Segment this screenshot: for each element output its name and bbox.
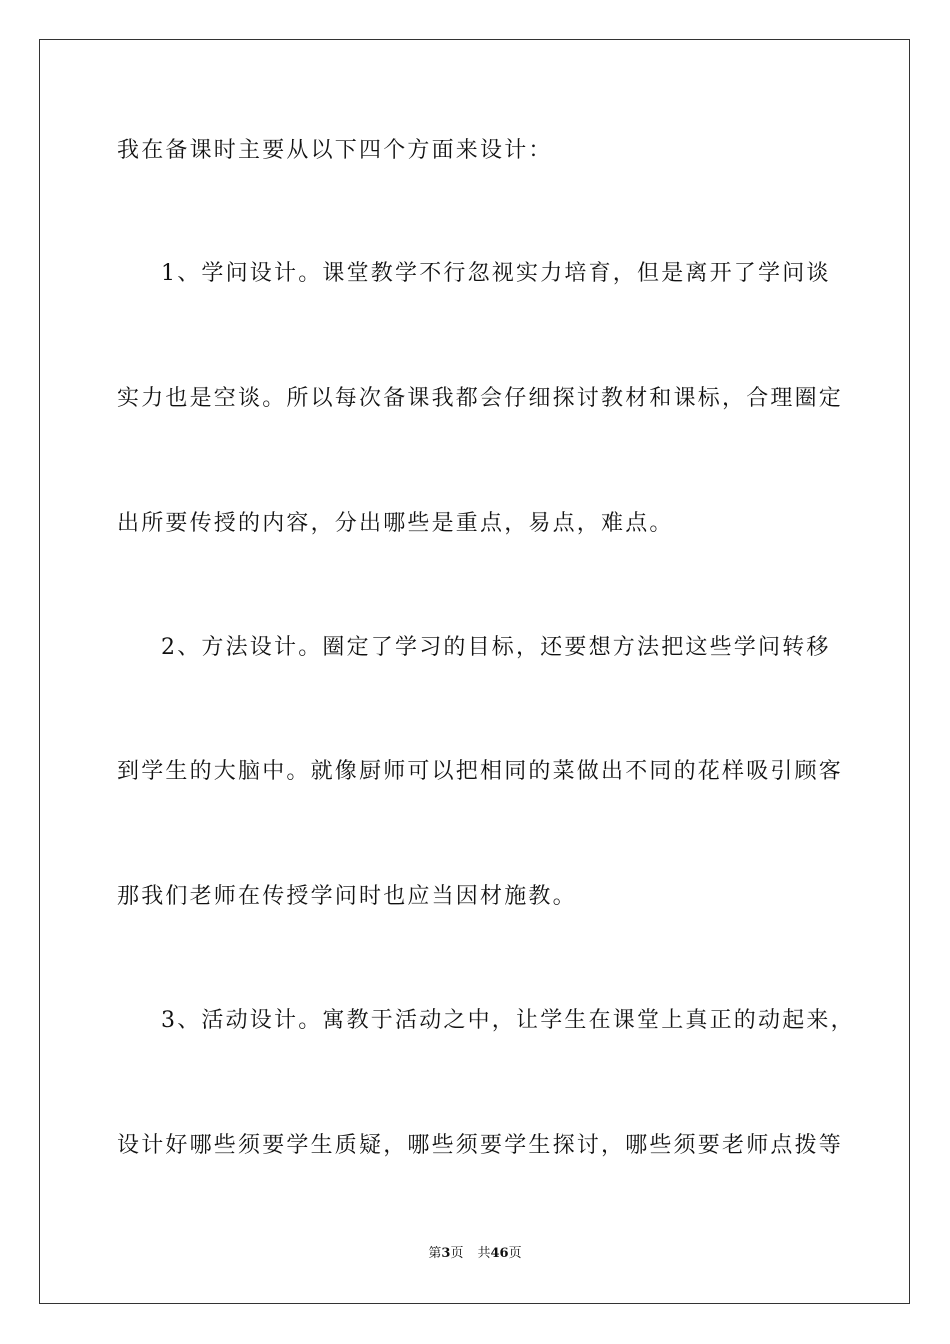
paragraph-line-1: 我在备课时主要从以下四个方面来设计：: [117, 138, 553, 163]
page-number: 3: [441, 1246, 451, 1261]
page-footer: [0, 1246, 950, 1262]
paragraph-line-9: 设计好哪些须要学生质疑，哪些须要学生探讨，哪些须要老师点拨等: [117, 1133, 844, 1158]
paragraph-line-3: 实力也是空谈。所以每次备课我都会仔细探讨教材和课标，合理圈定: [117, 386, 844, 411]
paragraph-line-2: 1、学问设计。课堂教学不行忽视实力培育，但是离开了学问谈: [161, 261, 831, 286]
total-pages: 46: [490, 1246, 509, 1261]
total-prefix: 共: [477, 1246, 491, 1261]
page-border: [39, 39, 910, 1304]
paragraph-line-4: 出所要传授的内容，分出哪些是重点，易点，难点。: [117, 511, 674, 536]
paragraph-line-6: 到学生的大脑中。就像厨师可以把相同的菜做出不同的花样吸引顾客: [117, 759, 844, 784]
page-suffix: 页: [450, 1246, 464, 1261]
total-suffix: 页: [508, 1246, 522, 1261]
paragraph-line-7: 那我们老师在传授学问时也应当因材施教。: [117, 884, 577, 909]
page-prefix: 第: [428, 1246, 442, 1261]
paragraph-line-8: 3、活动设计。寓教于活动之中，让学生在课堂上真正的动起来，: [161, 1008, 855, 1033]
paragraph-line-5: 2、方法设计。圈定了学习的目标，还要想方法把这些学问转移: [161, 635, 831, 660]
